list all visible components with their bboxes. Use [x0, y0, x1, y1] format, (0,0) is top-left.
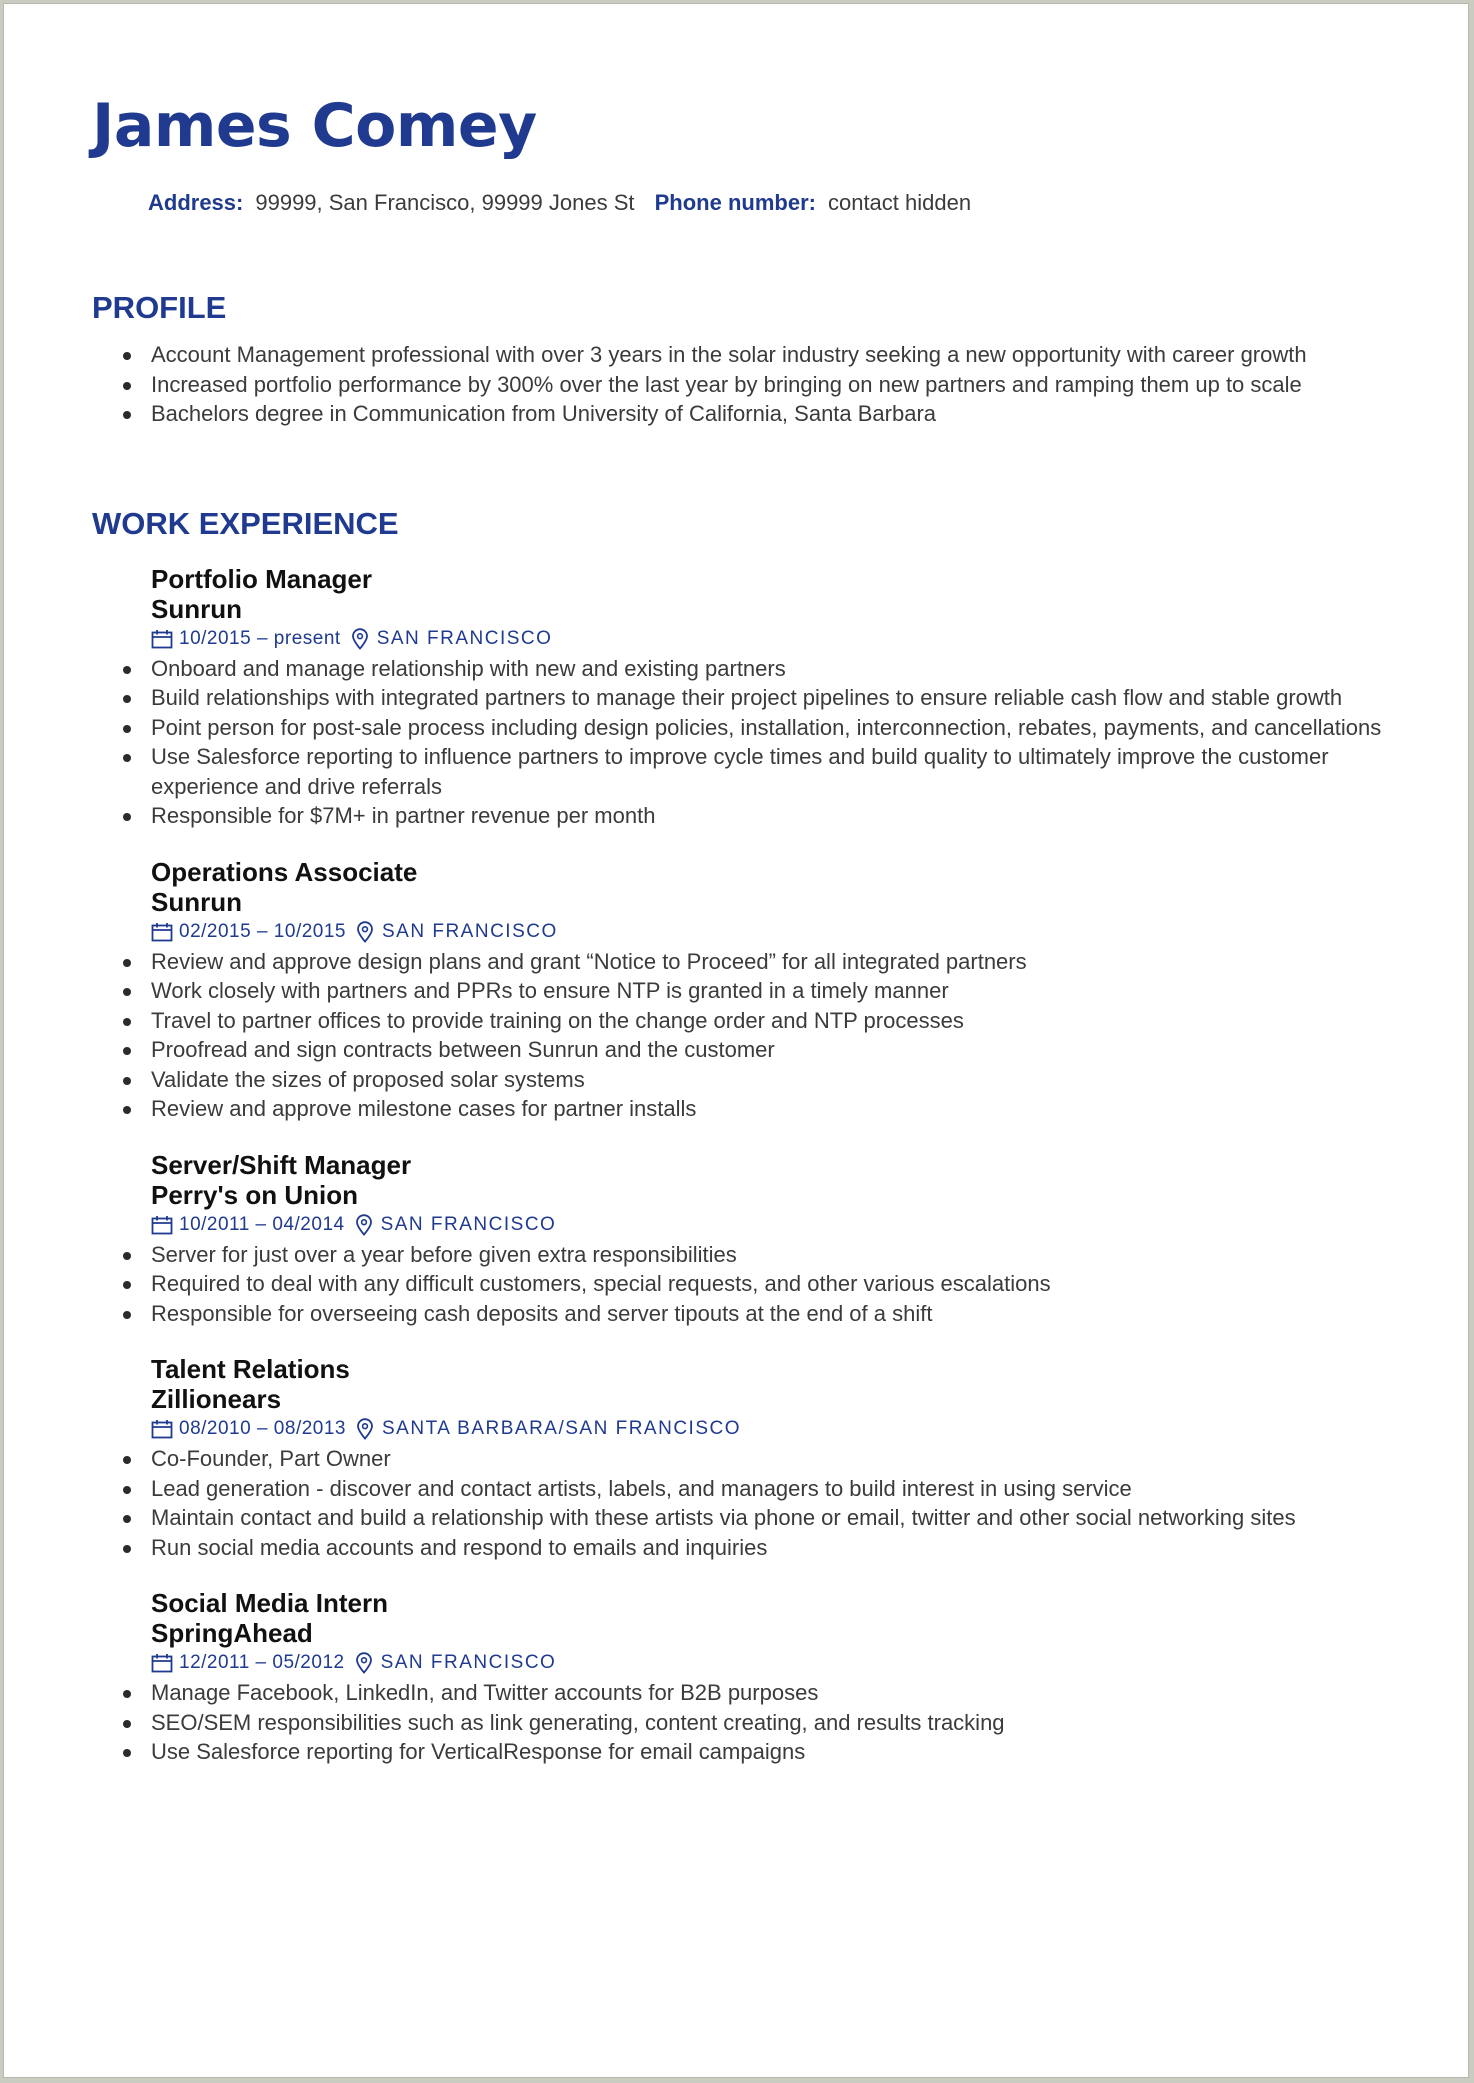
job-bullet: Point person for post-sale process including design policies, installation, interconnection, rebates, payments, and cancellations [151, 713, 1392, 743]
job-company: Perry's on Union [151, 1179, 358, 1210]
job-bullet: Server for just over a year before given extra responsibilities [151, 1240, 1392, 1270]
job-dates: 08/2010 – 08/2013 [179, 1418, 346, 1439]
job-bullet-list [92, 1240, 1392, 1329]
resume-content [92, 86, 1392, 1767]
job-bullet: Onboard and manage relationship with new and existing partners [151, 654, 1392, 684]
job-bullet-list [92, 1444, 1392, 1562]
address-label: Address: [148, 190, 244, 215]
profile-list [92, 340, 1392, 429]
job-bullet: Travel to partner offices to provide training on the change order and NTP processes [151, 1006, 1392, 1036]
job-header [151, 1588, 1392, 1678]
job-entry [92, 1354, 1392, 1562]
calendar-icon [151, 629, 173, 649]
job-title: Server/Shift Manager [151, 1149, 412, 1180]
candidate-name: James Comey [92, 91, 537, 161]
job-title: Portfolio Manager [151, 563, 373, 594]
address-value: 99999, San Francisco, 99999 Jones St [255, 190, 635, 215]
job-bullet: Maintain contact and build a relationship with these artists via phone or email, twitter and other social networking sites [151, 1503, 1392, 1533]
job-bullet: Use Salesforce reporting to influence partners to improve cycle times and build quality to ultimately improve the customer experience and drive referrals [151, 742, 1392, 801]
job-header [151, 857, 1392, 947]
calendar-icon [151, 922, 173, 942]
job-bullet: SEO/SEM responsibilities such as link generating, content creating, and results tracking [151, 1708, 1392, 1738]
map-pin-icon [351, 628, 369, 650]
phone-label: Phone number: [654, 190, 816, 215]
job-dates: 02/2015 – 10/2015 [179, 920, 346, 942]
phone-value: contact hidden [827, 190, 972, 215]
map-pin-icon [355, 1652, 373, 1674]
work-experience-heading: WORK EXPERIENCE [92, 505, 399, 541]
job-bullet: Manage Facebook, LinkedIn, and Twitter accounts for B2B purposes [151, 1678, 1392, 1708]
job-location: SAN FRANCISCO [380, 1213, 557, 1235]
job-meta [151, 1648, 1392, 1678]
job-title: Operations Associate [151, 856, 418, 887]
contact-line [148, 188, 1392, 218]
job-meta [151, 917, 1392, 947]
job-bullet: Review and approve milestone cases for partner installs [151, 1094, 1392, 1124]
job-title: Talent Relations [151, 1354, 350, 1384]
job-bullet: Work closely with partners and PPRs to ensure NTP is granted in a timely manner [151, 976, 1392, 1006]
profile-item: Increased portfolio performance by 300% over the last year by bringing on new partners and ramping them up to scale [151, 370, 1392, 400]
profile-item: Account Management professional with over 3 years in the solar industry seeking a new opportunity with career growth [151, 340, 1392, 370]
job-bullet-list [92, 947, 1392, 1124]
job-location: SAN FRANCISCO [382, 920, 558, 942]
job-header [151, 1354, 1392, 1444]
job-meta [151, 624, 1392, 654]
job-bullet: Co-Founder, Part Owner [151, 1444, 1392, 1474]
job-bullet-list [92, 654, 1392, 831]
job-bullet: Responsible for overseeing cash deposits and server tipouts at the end of a shift [151, 1299, 1392, 1329]
job-dates: 10/2011 – 04/2014 [179, 1213, 345, 1235]
job-title: Social Media Intern [151, 1588, 388, 1618]
job-location: SANTA BARBARA/SAN FRANCISCO [382, 1418, 741, 1439]
job-company: Sunrun [151, 593, 242, 624]
map-pin-icon [356, 921, 374, 943]
job-dates: 10/2015 – present [179, 627, 341, 649]
job-bullet: Review and approve design plans and grant “Notice to Proceed” for all integrated partners [151, 947, 1392, 977]
job-company: Sunrun [151, 886, 242, 917]
job-bullet: Required to deal with any difficult customers, special requests, and other various escalations [151, 1269, 1392, 1299]
profile-item: Bachelors degree in Communication from University of California, Santa Barbara [151, 399, 1392, 429]
job-meta [151, 1210, 1392, 1240]
job-company: SpringAhead [151, 1618, 313, 1648]
job-entry [92, 1150, 1392, 1329]
job-entry [92, 1588, 1392, 1767]
calendar-icon [151, 1653, 173, 1673]
map-pin-icon [356, 1418, 374, 1440]
calendar-icon [151, 1419, 173, 1439]
job-entry [92, 564, 1392, 831]
job-entry [92, 857, 1392, 1124]
resume-page [3, 3, 1469, 2078]
job-header [151, 1150, 1392, 1240]
job-bullet: Responsible for $7M+ in partner revenue per month [151, 801, 1392, 831]
job-company: Zillionears [151, 1384, 282, 1414]
work-experience-list [92, 564, 1392, 1767]
job-bullet: Lead generation - discover and contact artists, labels, and managers to build interest in using service [151, 1474, 1392, 1504]
job-bullet: Build relationships with integrated partners to manage their project pipelines to ensure reliable cash flow and stable growth [151, 683, 1392, 713]
job-bullet: Use Salesforce reporting for VerticalResponse for email campaigns [151, 1737, 1392, 1767]
job-dates: 12/2011 – 05/2012 [179, 1652, 345, 1673]
job-meta [151, 1414, 1392, 1444]
profile-heading: PROFILE [92, 290, 227, 325]
job-location: SAN FRANCISCO [380, 1652, 557, 1673]
job-bullet: Run social media accounts and respond to emails and inquiries [151, 1533, 1392, 1563]
job-bullet: Validate the sizes of proposed solar systems [151, 1065, 1392, 1095]
calendar-icon [151, 1215, 173, 1235]
job-header [151, 564, 1392, 654]
job-bullet-list [92, 1678, 1392, 1767]
job-location: SAN FRANCISCO [376, 627, 553, 649]
map-pin-icon [355, 1214, 373, 1236]
job-bullet: Proofread and sign contracts between Sunrun and the customer [151, 1035, 1392, 1065]
